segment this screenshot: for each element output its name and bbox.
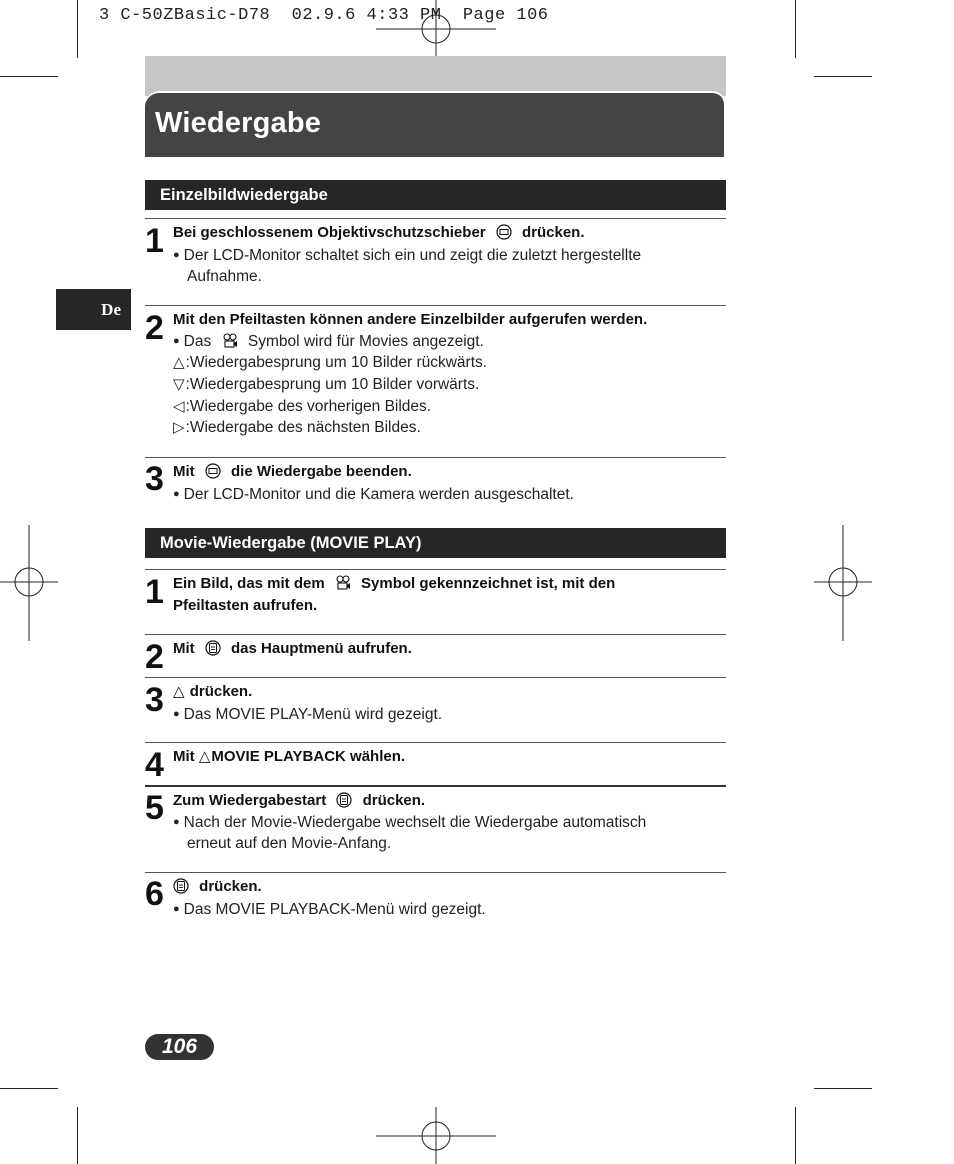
- step-number: 5: [145, 789, 163, 827]
- bullet-icon: ●: [173, 708, 180, 720]
- title-band: [145, 56, 726, 96]
- step-heading: [173, 876, 262, 898]
- bullet-line: [173, 330, 484, 353]
- crop-mark: [814, 76, 872, 77]
- arrow-text: :Wiedergabesprung um 10 Bilder vorwärts.: [185, 376, 480, 393]
- step-number: 3: [145, 460, 163, 498]
- step-heading-text: Bei geschlossenem Objektivschutzschieber: [173, 224, 486, 241]
- step-heading-text: Mit: [173, 748, 195, 765]
- registration-mark-bottom: [376, 1107, 496, 1164]
- step-heading: [173, 681, 252, 703]
- step-number: 4: [145, 746, 163, 784]
- ok-button-icon: [173, 878, 189, 894]
- crop-mark: [0, 76, 58, 77]
- registration-mark-right: [814, 525, 872, 641]
- crop-mark: [795, 1107, 796, 1164]
- bullet-text: Das MOVIE PLAYBACK-Menü wird gezeigt.: [183, 901, 486, 918]
- step-heading: [173, 461, 412, 483]
- section-heading: Movie-Wiedergabe (MOVIE PLAY): [145, 528, 726, 558]
- step-heading-text: Ein Bild, das mit dem: [173, 575, 325, 592]
- bullet-text: Der LCD-Monitor schaltet sich ein und zeigt die zuletzt hergestellte: [183, 247, 642, 264]
- registration-mark-left: [0, 525, 58, 641]
- up-triangle-icon: △: [173, 354, 185, 371]
- step-divider: [145, 305, 726, 306]
- step-divider: [145, 569, 726, 570]
- step-number: 3: [145, 681, 163, 719]
- movie-camera-icon: [335, 575, 351, 591]
- monitor-button-icon: [205, 463, 221, 479]
- arrow-line: [173, 396, 431, 418]
- down-triangle-icon: ▽: [173, 376, 185, 393]
- section-heading: Einzelbildwiedergabe: [145, 180, 726, 210]
- crop-mark: [814, 1088, 872, 1089]
- step-divider: [145, 785, 726, 787]
- ok-button-icon: [336, 792, 352, 808]
- step-heading-continuation: Pfeiltasten aufrufen.: [173, 597, 318, 614]
- print-slug: 3 C-50ZBasic-D78 02.9.6 4:33 PM Page 106: [99, 6, 549, 25]
- right-triangle-icon: ▷: [173, 419, 185, 436]
- ok-button-icon: [205, 640, 221, 656]
- bullet-line: [173, 244, 641, 267]
- arrow-line: [173, 417, 421, 439]
- step-number: 2: [145, 638, 163, 676]
- page-title: Wiedergabe: [155, 107, 322, 139]
- step-heading: [173, 746, 405, 768]
- up-triangle-icon: △: [173, 683, 185, 700]
- arrow-line: [173, 374, 479, 396]
- arrow-text: :Wiedergabe des nächsten Bildes.: [185, 419, 421, 436]
- monitor-button-icon: [496, 224, 512, 240]
- bullet-line: [173, 483, 574, 506]
- step-divider: [145, 872, 726, 873]
- step-heading-text: Symbol gekennzeichnet ist, mit den: [361, 575, 616, 592]
- step-divider: [145, 218, 726, 219]
- bullet-icon: ●: [173, 816, 180, 828]
- bullet-icon: ●: [173, 903, 180, 915]
- step-divider: [145, 742, 726, 743]
- bullet-continuation: Aufnahme.: [187, 268, 262, 285]
- language-tab: De: [56, 289, 131, 330]
- crop-mark: [77, 1107, 78, 1164]
- step-heading: [173, 638, 412, 660]
- step-number: 1: [145, 573, 163, 611]
- step-divider: [145, 677, 726, 678]
- bullet-text: Der LCD-Monitor und die Kamera werden ausgeschaltet.: [183, 486, 574, 503]
- step-heading-text: drücken.: [521, 224, 585, 241]
- step-heading-text: drücken.: [189, 683, 253, 700]
- crop-mark: [77, 0, 78, 58]
- bullet-icon: ●: [173, 488, 180, 500]
- up-triangle-icon: △: [198, 748, 211, 765]
- movie-camera-icon: [222, 333, 238, 349]
- step-number: 2: [145, 309, 163, 347]
- step-heading-text: Zum Wiedergabestart: [173, 792, 327, 809]
- arrow-text: :Wiedergabesprung um 10 Bilder rückwärts.: [185, 354, 488, 371]
- step-heading-text: Mit: [173, 463, 195, 480]
- registration-mark-top: [376, 0, 496, 58]
- step-heading-text: die Wiedergabe beenden.: [231, 463, 412, 480]
- step-heading-text: MOVIE PLAYBACK wählen.: [211, 748, 406, 765]
- step-heading-text: Mit: [173, 640, 195, 657]
- step-heading: Mit den Pfeiltasten können andere Einzelbilder aufgerufen werden.: [173, 311, 648, 328]
- bullet-text: Das MOVIE PLAY-Menü wird gezeigt.: [183, 706, 443, 723]
- bullet-text: Symbol wird für Movies angezeigt.: [247, 333, 484, 350]
- step-heading: [173, 222, 585, 244]
- left-triangle-icon: ◁: [173, 398, 185, 415]
- bullet-continuation: erneut auf den Movie-Anfang.: [187, 835, 392, 852]
- bullet-text: Das: [183, 333, 212, 350]
- arrow-line: [173, 352, 487, 374]
- bullet-text: Nach der Movie-Wiedergabe wechselt die Wiedergabe automatisch: [183, 814, 647, 831]
- step-number: 6: [145, 875, 163, 913]
- step-heading-text: das Hauptmenü aufrufen.: [231, 640, 412, 657]
- bullet-line: [173, 898, 486, 921]
- crop-mark: [0, 1088, 58, 1089]
- step-heading: [173, 573, 615, 595]
- arrow-text: :Wiedergabe des vorherigen Bildes.: [185, 398, 432, 415]
- step-heading: [173, 790, 425, 812]
- title-box: [145, 91, 726, 157]
- step-heading-text: drücken.: [362, 792, 426, 809]
- bullet-line: [173, 811, 646, 834]
- step-number: 1: [145, 222, 163, 260]
- page-number: 106: [145, 1034, 214, 1060]
- step-heading-text: drücken.: [199, 878, 262, 895]
- crop-mark: [795, 0, 796, 58]
- step-divider: [145, 457, 726, 458]
- bullet-icon: ●: [173, 335, 180, 347]
- bullet-line: [173, 703, 442, 726]
- bullet-icon: ●: [173, 249, 180, 261]
- step-divider: [145, 634, 726, 635]
